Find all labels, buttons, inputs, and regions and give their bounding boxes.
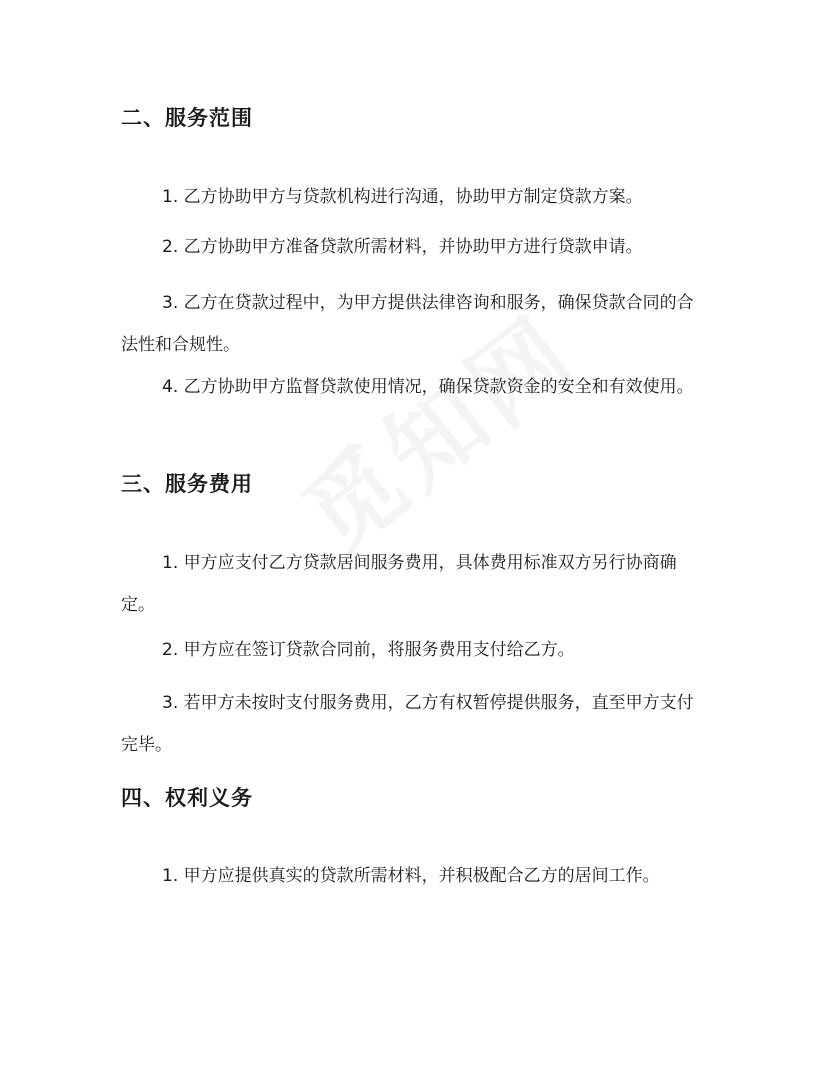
- rights-item-1: 1. 甲方应提供真实的贷款所需材料，并积极配合乙方的居间工作。: [162, 866, 660, 886]
- fees-item-3: 3. 若甲方未按时支付服务费用，乙方有权暂停提供服务，直至甲方支付完毕。: [121, 693, 694, 755]
- section-heading-fees: 三、服务费用: [121, 472, 253, 496]
- fees-item-1: 1. 甲方应支付乙方贷款居间服务费用，具体费用标准双方另行协商确定。: [121, 553, 677, 615]
- section-heading-rights: 四、权利义务: [121, 786, 253, 810]
- scope-item-1: 1. 乙方协助甲方与贷款机构进行沟通，协助甲方制定贷款方案。: [162, 187, 643, 207]
- scope-item-4: 4. 乙方协助甲方监督贷款使用情况，确保贷款资金的安全和有效使用。: [162, 377, 694, 397]
- scope-item-2: 2. 乙方协助甲方准备贷款所需材料，并协助甲方进行贷款申请。: [162, 237, 643, 257]
- fees-item-2: 2. 甲方应在签订贷款合同前，将服务费用支付给乙方。: [162, 640, 575, 660]
- section-heading-scope: 二、服务范围: [121, 106, 253, 130]
- scope-item-3: 3. 乙方在贷款过程中，为甲方提供法律咨询和服务，确保贷款合同的合法性和合规性。: [121, 293, 694, 355]
